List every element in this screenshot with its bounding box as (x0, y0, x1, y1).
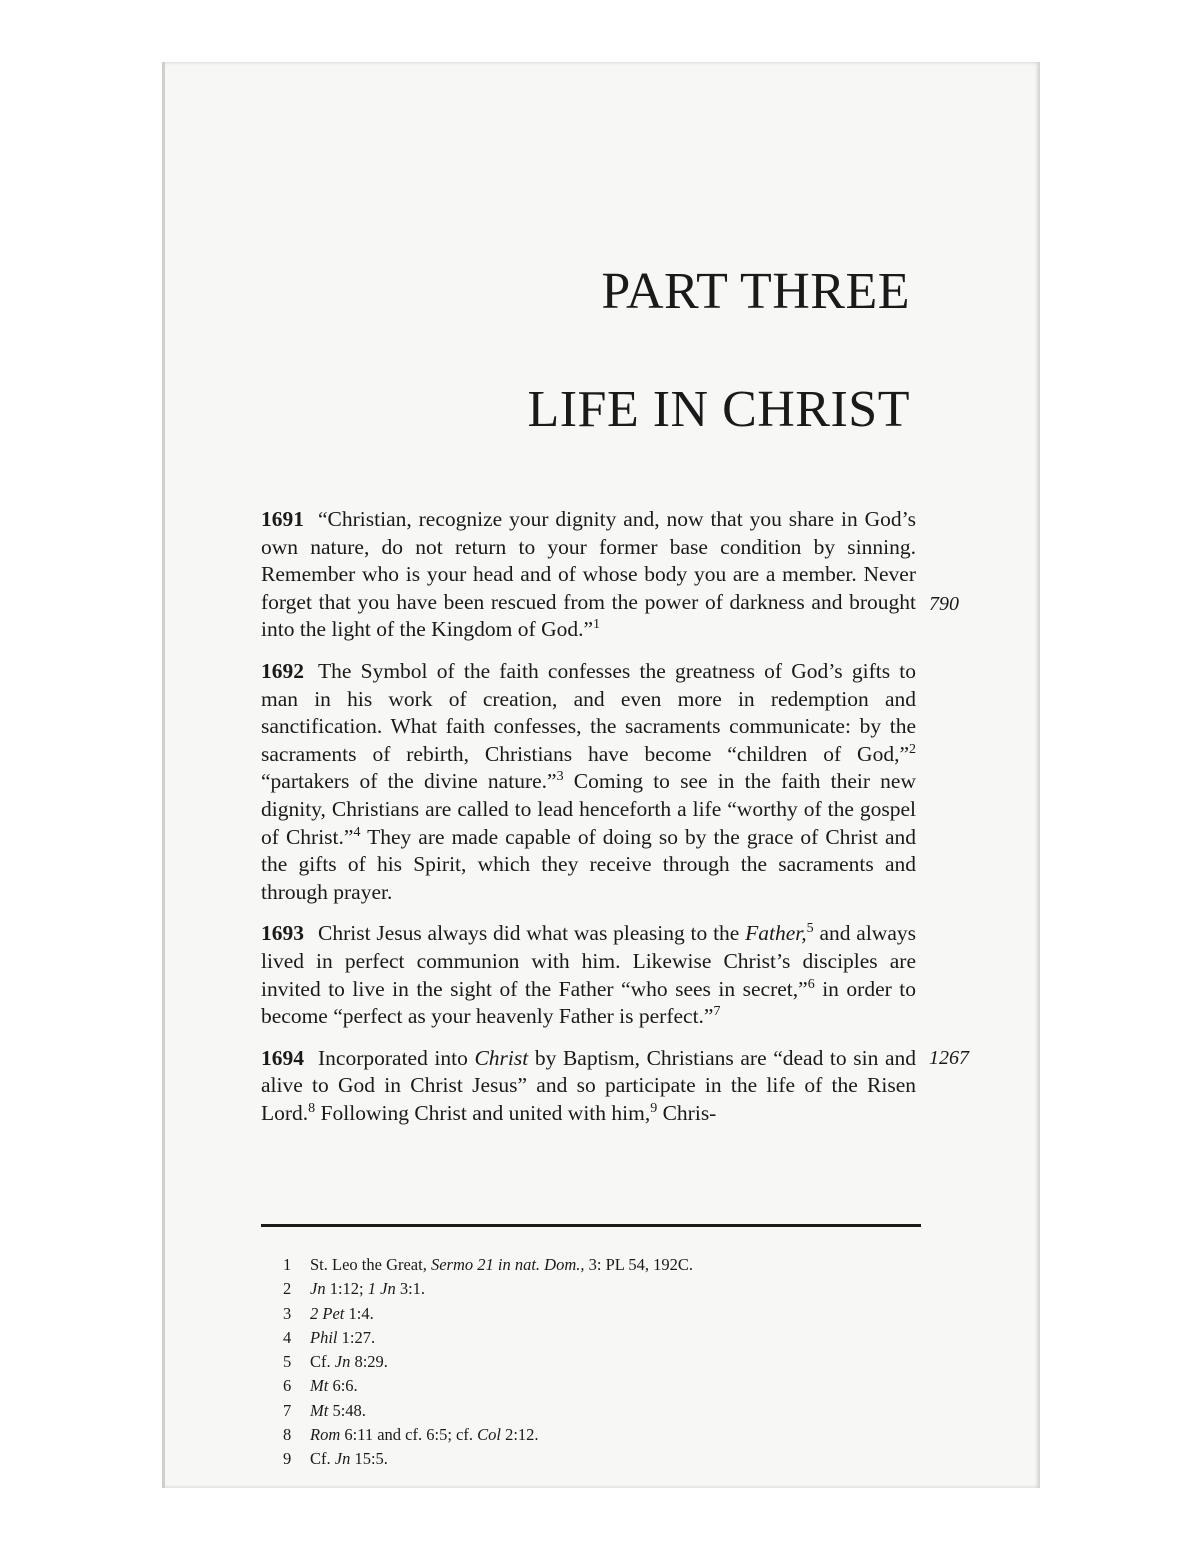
text-run: 2:12. (500, 1425, 539, 1445)
footnote-number: 1 (283, 1255, 292, 1274)
italic-text: 1 Jn (367, 1279, 396, 1299)
paragraph-text (261, 659, 916, 904)
margin-cross-reference: 1267 (929, 1046, 969, 1069)
text-run: “Christian, recognize your dignity and, now that you share in God’s own nature, do not return to your former base condition by sinning. Remember who is your head and of whose body you are a member. Never forget that you have been rescued from the power of darkness and brought into the light of the Kingdom of God.” (261, 507, 916, 642)
italic-text: Mt (310, 1376, 329, 1396)
text-run: Incorporated into (318, 1045, 475, 1070)
italic-text: Christ (474, 1045, 529, 1070)
section-title: LIFE IN CHRIST (527, 381, 910, 438)
italic-text: Jn (334, 1449, 351, 1469)
footnote-reference: 9 (650, 1100, 658, 1116)
paragraph-number: 1691 (261, 507, 304, 531)
footnote-number: 9 (283, 1449, 292, 1469)
text-run: 8:29. (350, 1352, 388, 1372)
footnote-number: 8 (283, 1425, 292, 1445)
footnote-number: 2 (283, 1279, 292, 1299)
footnote-reference: 4 (353, 824, 361, 840)
footnote-text (310, 1352, 388, 1371)
italic-text: Phil (310, 1327, 338, 1347)
paragraph-text (261, 507, 916, 641)
italic-text: Col (477, 1425, 501, 1445)
part-title: PART THREE (601, 263, 910, 320)
footnote-reference: 3 (556, 769, 564, 785)
body-text (261, 506, 969, 1141)
footnote-item (283, 1350, 693, 1374)
footnotes-list (283, 1253, 693, 1472)
footnote-number: 4 (283, 1327, 292, 1347)
paragraph-text (261, 1046, 916, 1125)
footnote-text (310, 1449, 388, 1468)
paragraph-number: 1692 (261, 658, 304, 683)
italic-text: Sermo 21 in nat. Dom., (430, 1255, 585, 1274)
text-run: St. Leo the Great, (310, 1255, 431, 1274)
italic-text: 2 Pet (310, 1303, 345, 1323)
footnote-item (283, 1253, 693, 1277)
footnote-number: 7 (283, 1400, 292, 1420)
footnote-number: 3 (283, 1303, 292, 1323)
paragraph-1693 (261, 920, 916, 1030)
footnote-item (283, 1447, 693, 1471)
footnote-text (310, 1328, 375, 1347)
footnote-reference: 6 (807, 976, 815, 992)
paragraph-number: 1694 (261, 1045, 304, 1070)
footnote-text (310, 1304, 374, 1323)
footnote-item (283, 1399, 693, 1423)
text-run: The Symbol of the faith confesses the greatness of God’s gifts to man in his work of creation, and even more in redemption and sanctification. What faith confesses, the sacraments communicate: by the sacraments of rebirth, Christians have become “children of God,” (261, 658, 916, 766)
footnote-reference: 5 (806, 921, 814, 937)
italic-text: Mt (310, 1400, 329, 1420)
text-run: Coming to see in the faith their new dignity, Christians are called to lead henceforth a life “worthy of the gospel of Christ.” (261, 769, 916, 849)
text-run: 6:11 and cf. 6:5; cf. (340, 1425, 478, 1445)
footnote-number: 5 (283, 1352, 292, 1372)
footnote-reference: 8 (308, 1100, 316, 1116)
footnote-reference: 1 (593, 617, 601, 633)
text-run: They are made capable of doing so by the grace of Christ and the gifts of his Spirit, which they receive through the sacraments and through prayer. (261, 824, 916, 904)
text-run: Chris- (657, 1100, 717, 1125)
italic-text: Jn (334, 1352, 351, 1372)
text-run: 3:1. (395, 1279, 426, 1299)
footnote-text (310, 1255, 693, 1274)
text-run: Cf. (310, 1352, 335, 1372)
paragraph-text (261, 921, 916, 1028)
paragraph-1692 (261, 658, 916, 906)
paragraph-1694 (261, 1045, 969, 1128)
footnote-item (283, 1277, 693, 1301)
footnote-divider (261, 1224, 921, 1227)
text-run: 1:27. (337, 1327, 376, 1347)
text-run: 6:6. (328, 1376, 358, 1396)
italic-text: Jn (310, 1279, 326, 1299)
footnote-reference: 2 (909, 741, 916, 757)
paragraph-1691 (261, 506, 959, 644)
text-run: “partakers of the divine nature.” (261, 769, 557, 794)
text-run: Following Christ and united with him, (315, 1100, 651, 1125)
footnote-item (283, 1326, 693, 1350)
text-run: by Baptism, Christians are “dead to sin and alive to God in Christ Jesus” and so participate in the life of the Risen Lord. (261, 1045, 916, 1125)
text-run: in order to become “perfect as your heavenly Father is perfect.” (261, 976, 916, 1029)
text-run: Cf. (310, 1449, 335, 1469)
paragraph-number: 1693 (261, 921, 304, 946)
italic-text: Father, (745, 921, 807, 946)
footnote-number: 6 (283, 1376, 292, 1396)
footnote-text (310, 1425, 539, 1444)
footnote-item (283, 1423, 693, 1447)
footnote-text (310, 1401, 366, 1420)
text-run: 5:48. (328, 1400, 366, 1420)
footnote-reference: 7 (713, 1004, 721, 1020)
footnote-item (283, 1302, 693, 1326)
text-run: Christ Jesus always did what was pleasing to the (318, 921, 746, 946)
text-run: 15:5. (350, 1449, 388, 1469)
page-edge (162, 62, 165, 1488)
footnote-item (283, 1374, 693, 1398)
margin-cross-reference: 790 (929, 593, 959, 615)
text-run: 1:4. (344, 1303, 374, 1323)
footnote-text (310, 1376, 358, 1395)
footnote-text (310, 1279, 425, 1298)
text-run: 1:12; (325, 1279, 368, 1299)
text-run: 3: PL 54, 192C. (584, 1255, 693, 1274)
text-run: and always lived in perfect communion with him. Likewise Christ’s disciples are invited to live in the sight of the Father “who sees in secret,” (261, 921, 916, 1001)
italic-text: Rom (310, 1425, 341, 1445)
